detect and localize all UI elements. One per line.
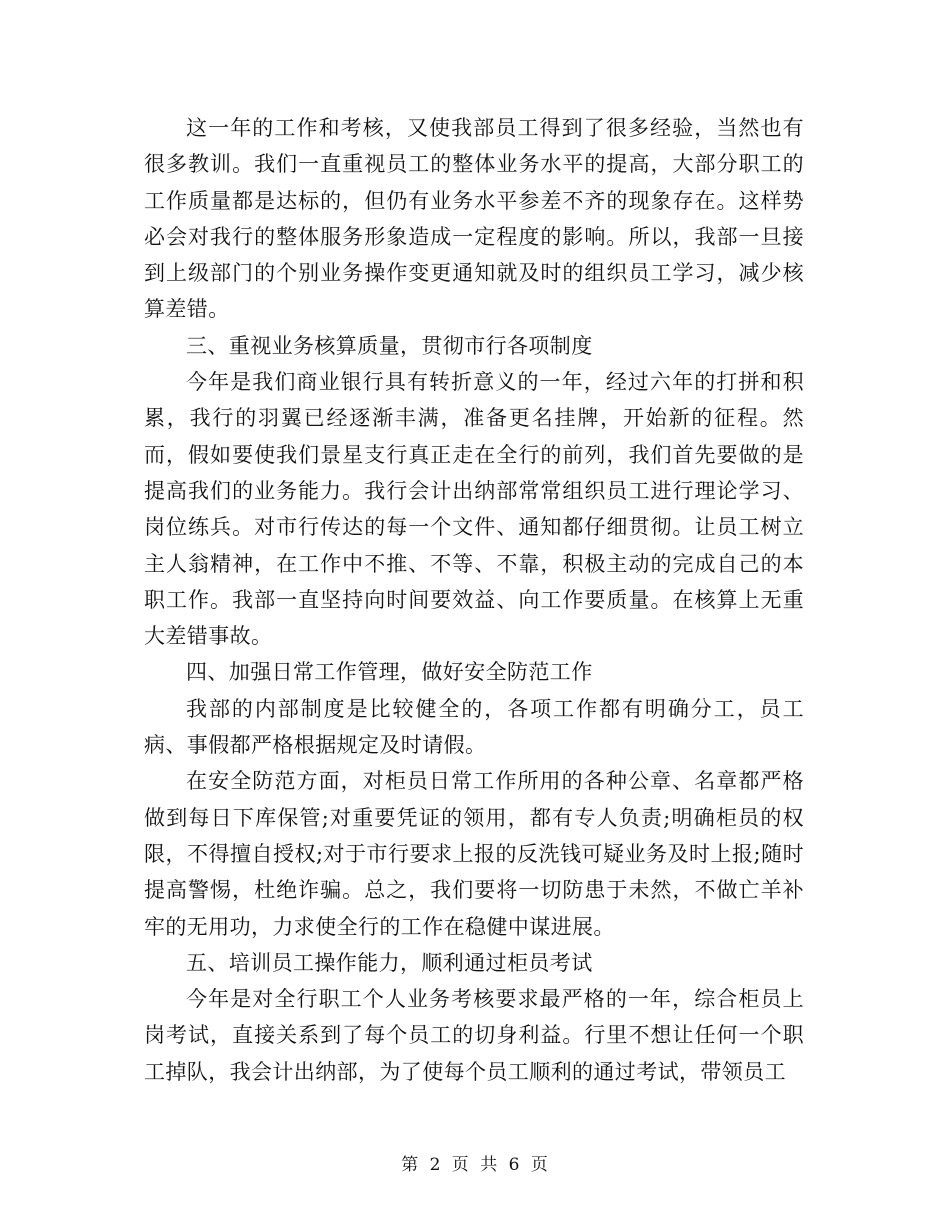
paragraph-training: 今年是对全行职工个人业务考核要求最严格的一年，综合柜员上岗考试，直接关系到了每个员工的切身利益。行里不想让任何一个职工掉队，我会计出纳部，为了使每个员工顺利的通过考试，带领员工 (144, 987, 804, 1084)
paragraph-safety: 在安全防范方面，对柜员日常工作所用的各种公章、名章都严格做到每日下库保管;对重要凭证的领用，都有专人负责;明确柜员的权限，不得擅自授权;对于市行要求上报的反洗钱可疑业务及时上报;随时提高警惕，杜绝诈骗。总之，我们要将一切防患于未然，不做亡羊补牢的无用功，力求使全行的工作在稳健中谋进展。 (144, 769, 804, 939)
paragraph-internal-system: 我部的内部制度是比较健全的，各项工作都有明确分工，员工病、事假都严格根据规定及时请假。 (144, 696, 804, 758)
section-heading-5: 五、培训员工操作能力，顺利通过柜员考试 (186, 950, 593, 975)
page-number-footer: 第 2 页 共 6 页 (401, 1155, 549, 1175)
section-heading-3: 三、重视业务核算质量，贯彻市行各项制度 (186, 333, 593, 358)
paragraph-experience: 这一年的工作和考核，又使我部员工得到了很多经验，当然也有很多教训。我们一直重视员工的整体业务水平的提高，大部分职工的工作质量都是达标的，但仍有业务水平参差不齐的现象存在。这样势必会对我行的整体服务形象造成一定程度的影响。所以，我部一旦接到上级部门的个别业务操作变更通知就及时的组织员工学习，减少核算差错。 (144, 116, 804, 322)
section-heading-4: 四、加强日常工作管理，做好安全防范工作 (186, 660, 593, 685)
document-body (144, 110, 804, 1090)
paragraph-business-quality: 今年是我们商业银行具有转折意义的一年，经过六年的打拼和积累，我行的羽翼已经逐渐丰满，准备更名挂牌，开始新的征程。然而，假如要使我们景星支行真正走在全行的前列，我们首先要做的是提高我们的业务能力。我行会计出纳部常常组织员工进行理论学习、岗位练兵。对市行传达的每一个文件、通知都仔细贯彻。让员工树立主人翁精神，在工作中不推、不等、不靠，积极主动的完成自己的本职工作。我部一直坚持向时间要效益、向工作要质量。在核算上无重大差错事故。 (144, 370, 804, 649)
